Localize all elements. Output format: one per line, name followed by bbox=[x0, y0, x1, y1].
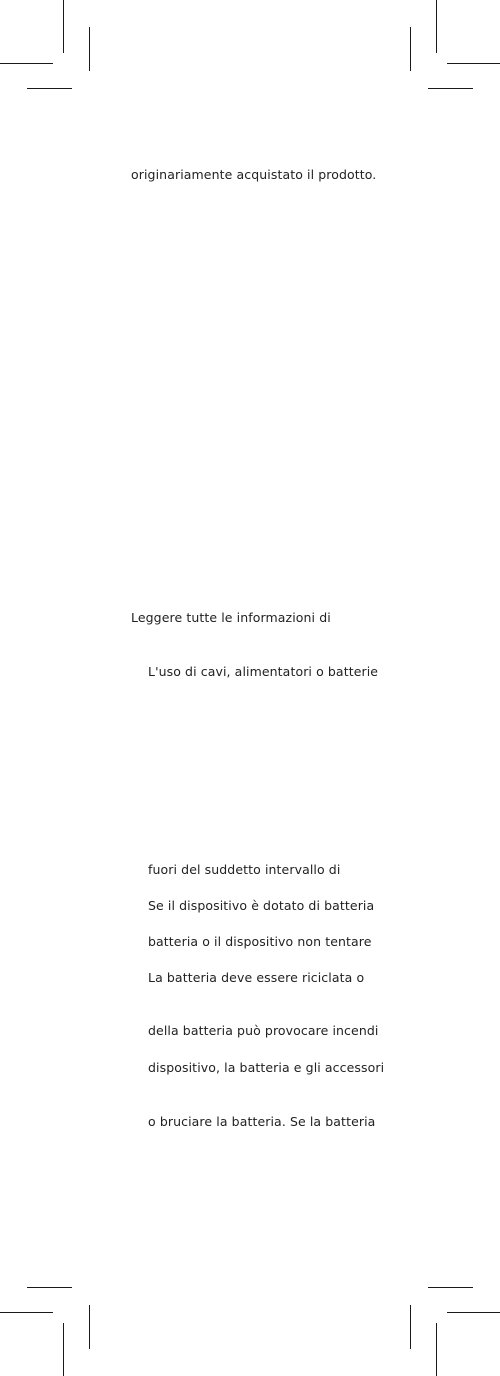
crop-mark-top-right-vertical-inner bbox=[410, 27, 411, 71]
text-line-9: dispositivo, la batteria e gli accessori bbox=[148, 1060, 385, 1075]
crop-mark-top-right-horizontal-outer bbox=[447, 63, 500, 64]
text-line-10: o bruciare la batteria. Se la batteria bbox=[148, 1114, 376, 1129]
text-line-5: Se il dispositivo è dotato di batteria bbox=[148, 898, 375, 913]
crop-mark-bottom-left-horizontal-inner bbox=[27, 1287, 72, 1288]
text-line-7: La batteria deve essere riciclata o bbox=[148, 970, 365, 985]
crop-mark-bottom-left-horizontal-outer bbox=[0, 1312, 53, 1313]
crop-mark-bottom-right-vertical-outer bbox=[436, 1323, 437, 1376]
crop-mark-bottom-left-vertical-inner bbox=[89, 1305, 90, 1349]
text-line-2: Leggere tutte le informazioni di bbox=[131, 610, 331, 625]
crop-mark-top-left-vertical-outer bbox=[63, 0, 64, 53]
crop-mark-bottom-right-vertical-inner bbox=[410, 1305, 411, 1349]
crop-mark-top-left-horizontal-inner bbox=[27, 88, 72, 89]
crop-mark-top-left-horizontal-outer bbox=[0, 63, 53, 64]
crop-mark-bottom-left-vertical-outer bbox=[63, 1323, 64, 1376]
crop-mark-bottom-right-horizontal-inner bbox=[428, 1287, 473, 1288]
crop-mark-top-right-horizontal-inner bbox=[428, 88, 473, 89]
crop-mark-top-right-vertical-outer bbox=[436, 0, 437, 53]
text-line-1: originariamente acquistato il prodotto. bbox=[131, 167, 377, 182]
text-line-6: batteria o il dispositivo non tentare bbox=[148, 934, 372, 949]
crop-mark-bottom-right-horizontal-outer bbox=[447, 1312, 500, 1313]
crop-mark-top-left-vertical-inner bbox=[89, 27, 90, 71]
text-line-3: L'uso di cavi, alimentatori o batterie bbox=[148, 664, 379, 679]
text-line-4: fuori del suddetto intervallo di bbox=[148, 862, 341, 877]
text-line-8: della batteria può provocare incendi bbox=[148, 1023, 379, 1038]
